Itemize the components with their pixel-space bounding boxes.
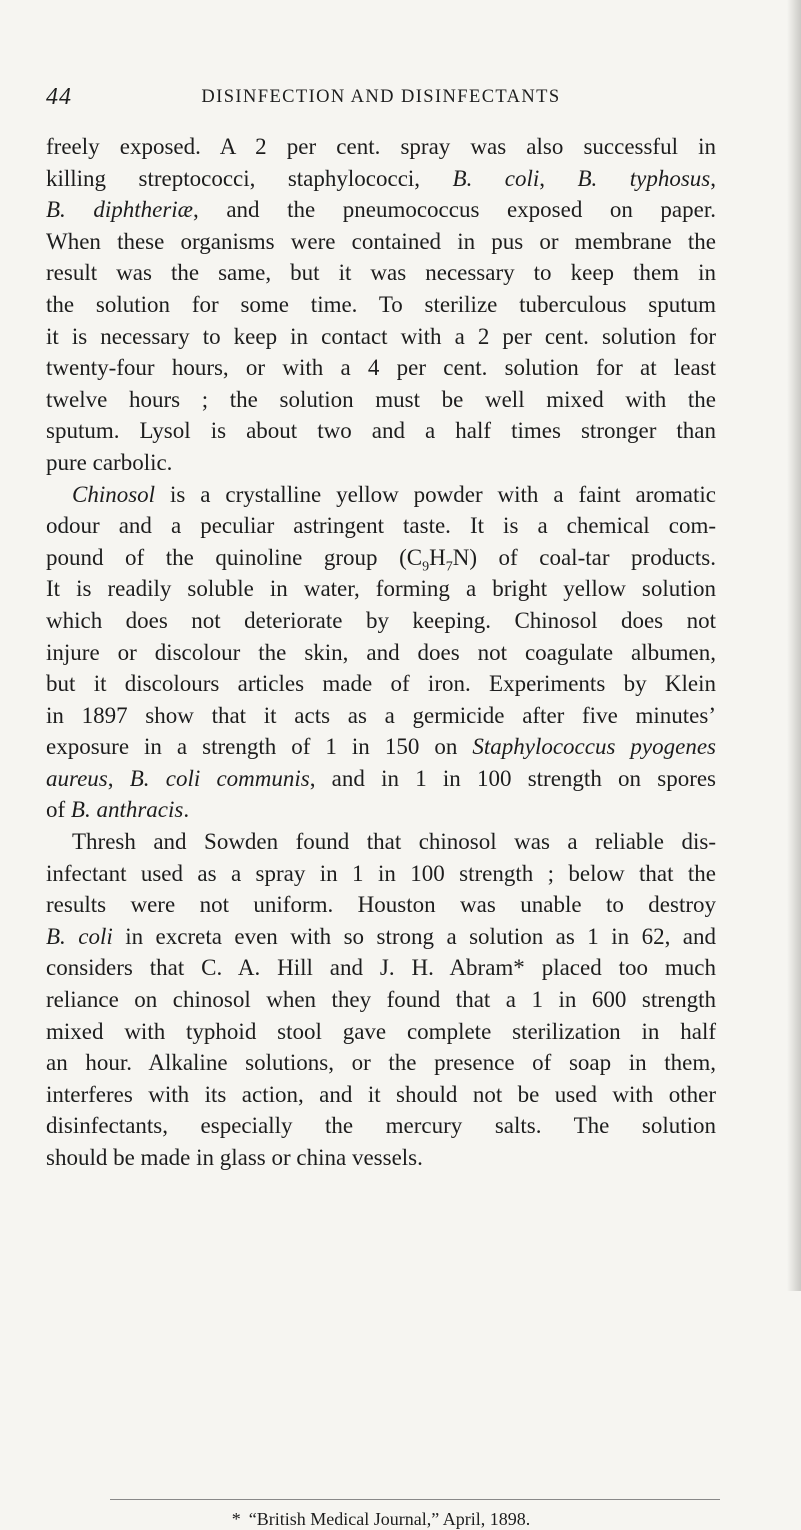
text-line: pure carbolic. [46, 449, 173, 475]
text-line: an hour. Alkaline solutions, or the presence of soap in them, [46, 1050, 716, 1076]
text-line: twenty-four hours, or with a 4 per cent. solution for at least [46, 355, 716, 381]
text-line: the solution for some time. To sterilize tuberculous sputum [46, 291, 716, 317]
text-line: aureus, B. coli communis, and in 1 in 100 strength on spores [46, 765, 717, 791]
footnote [46, 1509, 716, 1530]
text-line: infectant used as a spray in 1 in 100 strength ; below that the [46, 860, 716, 886]
text-line: but it discolours articles made of iron. Experiments by Klein [46, 671, 716, 697]
text-line: pound of the quinoline group $(C_9H_7N)$ of coal-tar products. [46, 544, 716, 575]
text-line: sputum. Lysol is about two and a half times stronger than [46, 418, 716, 444]
text-line: result was the same, but it was necessary to keep them in [46, 260, 716, 286]
text-line: freely exposed. A 2 per cent. spray was also successful in [46, 134, 716, 159]
text-line: odour and a peculiar astringent taste. It is a chemical com- [46, 513, 716, 539]
page-header [46, 84, 716, 114]
footnote-text: “British Medical Journal,” April, 1898. [248, 1509, 531, 1529]
text-line: Thresh and Sowden found that chinosol was a reliable dis- [72, 829, 716, 855]
text-line: When these organisms were contained in pus or membrane the [46, 228, 716, 254]
page-number: 44 [46, 84, 72, 110]
text-line: injure or discolour the skin, and does not coagulate albumen, [46, 639, 716, 665]
text-line: B. diphtheriæ, and the pneumococcus exposed on paper. [46, 197, 716, 223]
text-line: It is readily soluble in water, forming a bright yellow solution [46, 576, 716, 602]
text-line: reliance on chinosol when they found that a 1 in 600 strength [46, 987, 716, 1013]
text-line: twelve hours ; the solution must be well mixed with the [46, 386, 716, 412]
text-line: mixed with typhoid stool gave complete sterilization in half [46, 1018, 716, 1044]
footnote-rule [110, 1499, 720, 1500]
page-edge-shadow [787, 0, 801, 1291]
text-line: exposure in a strength of 1 in 150 on Staphylococcus pyogenes [46, 734, 716, 760]
text-line: Chinosol is a crystalline yellow powder with a faint aromatic [72, 481, 716, 507]
text-line: which does not deteriorate by keeping. Chinosol does not [46, 607, 716, 633]
text-line: in 1897 show that it acts as a germicide after five minutes’ [46, 702, 716, 728]
running-title: DISINFECTION AND DISINFECTANTS [201, 87, 561, 107]
text-line: should be made in glass or china vessels. [46, 1145, 423, 1170]
text-line: killing streptococci, staphylococci, B. coli, B. typhosus, [46, 165, 716, 191]
text-line: disinfectants, especially the mercury salts. The solution [46, 1113, 716, 1139]
footnote-marker: * [231, 1509, 241, 1529]
text-line: results were not uniform. Houston was unable to destroy [46, 892, 716, 918]
text-line: B. coli in excreta even with so strong a solution as 1 in 62, and [46, 923, 716, 949]
text-line: it is necessary to keep in contact with a 2 per cent. solution for [46, 323, 716, 349]
body-text [46, 131, 716, 1174]
text-line: of B. anthracis. [46, 797, 190, 823]
text-line: considers that C. A. Hill and J. H. Abram* placed too much [46, 955, 716, 981]
text-line: interferes with its action, and it should not be used with other [46, 1081, 716, 1107]
